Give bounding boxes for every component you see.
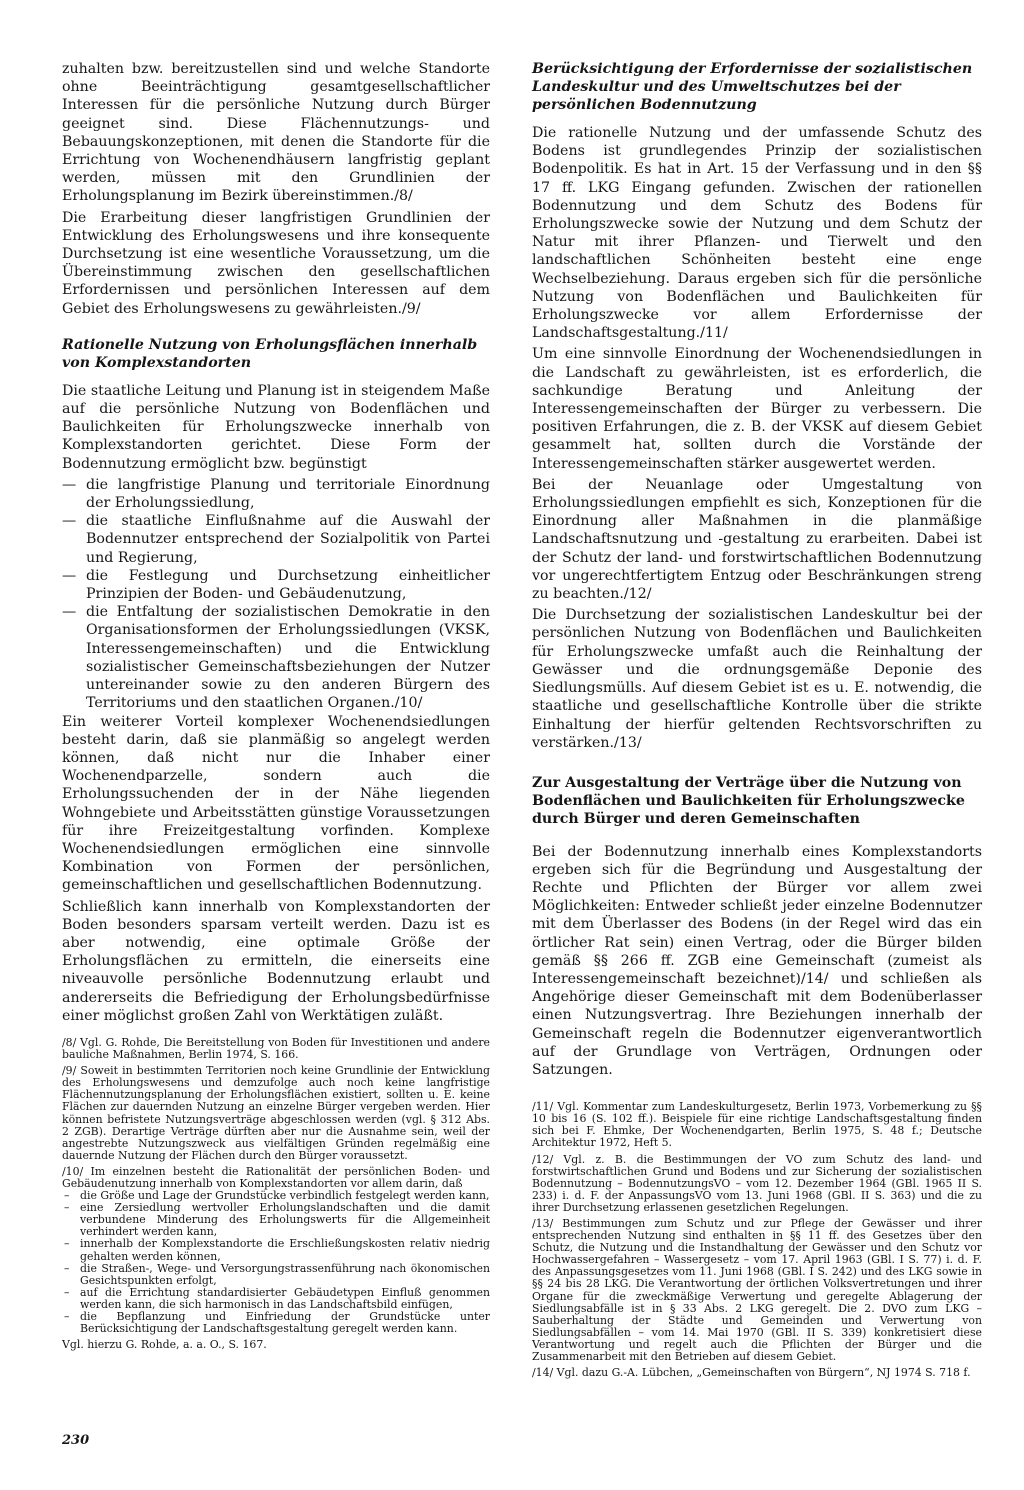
section-heading: Rationelle Nutzung von Erholungsflächen innerhalb von Komplexstandorten <box>62 336 478 371</box>
footnote-11: /11/ Vgl. Kommentar zum Landeskulturgesetz, Berlin 1973, Vorbemerkung zu §§ 10 bis 16 (S. 102 ff.). Beispiele für eine richtige Landschaftsgestaltung finden sich bei F. Ehmke, Der Wochenendgarten, Berlin 1975, S. 48 f.; Deutsche Architektur 1972, Heft 5. <box>532 1100 982 1150</box>
list-item: — die Entfaltung der sozialistischen Demokratie in den Organisationsformen der Erholungssiedlungen (VKSK, Interessengemeinschaften) und die Entwicklung sozialistischer Gemeinschaftsbeziehungen der Nutzer untereinander sowie zu den anderen Bürgern des Territoriums und den staatlichen Organen./10/ <box>62 603 490 712</box>
body-paragraph: Die Durchsetzung der sozialistischen Landeskultur bei der persönlichen Nutzung von Bodenflächen und Baulichkeiten für Erholungszwecke umfaßt auch die Reinhaltung der Gewässer und die ordnungsgemäße Deponie des Siedlungsmülls. Auf diesem Gebiet ist es u. E. notwendig, die staatliche und gesellschaftliche Kontrolle über die strikte Einhaltung der hierfür geltenden Rechtsvorschriften zu verstärken./13/ <box>532 607 982 751</box>
bullet-list <box>62 476 490 713</box>
body-paragraph: Bei der Bodennutzung innerhalb eines Komplexstandorts ergeben sich für die Begründung und Ausgestaltung der Rechte und Pflichten der Bürger vor allem zwei Möglichkeiten: Entweder schließt jeder einzelne Bodennutzer mit dem Überlasser des Bodens (in der Regel wird das ein örtlicher Rat sein) einen Vertrag, oder die Bürger bilden gemäß §§ 266 ff. ZGB eine Gemeinschaft (zumeist als Interessengemeinschaft bezeichnet)/14/ und schließen als Angehörige dieser Gemeinschaft mit dem Bodenüberlasser einen Nutzungsvertrag. Ihre Beziehungen innerhalb der Gemeinschaft regeln die Bodennutzer eigenverantwortlich auf der Grundlage von Verträgen, Ordnungen oder Satzungen. <box>532 843 982 1078</box>
footnote-9: /9/ Soweit in bestimmten Territorien noch keine Grundlinie der Entwicklung des Erholungswesens und demzufolge auch noch keine langfristige Flächennutzungsplanung der Erholungsflächen existiert, sollten u. E. keine Flächen zur dauernden Nutzung an einzelne Bürger vergeben werden. Hier können befristete Nutzungsverträge abgeschlossen werden (vgl. § 312 Abs. 2 ZGB). Derartige Verträge dürften aber nur die Ausnahme sein, weil der angestrebte Nutzungszweck aus vielfältigen Gründen regelmäßig eine dauernde Nutzung der Flächen durch den Bürger voraussetzt. <box>62 1064 490 1162</box>
footnotes-left <box>62 1037 490 1351</box>
left-column <box>62 60 490 1355</box>
list-item: — die Festlegung und Durchsetzung einheitlicher Prinzipien der Boden- und Gebäudenutzung, <box>62 567 490 603</box>
body-paragraph: Ein weiterer Vorteil komplexer Wochenendsiedlungen besteht darin, daß sie planmäßig so angelegt werden können, daß nicht nur die Inhaber einer Wochenendparzelle, sondern auch die Erholungssuchenden der in der Nähe liegenden Wohngebiete und Arbeitsstätten günstige Voraussetzungen für ihre Freizeitgestaltung vorfinden. Komplexe Wochenendsiedlungen ermöglichen eine sinnvolle Kombination von Formen der persönlichen, gemeinschaftlichen und gesellschaftlichen Bodennutzung. <box>62 713 490 894</box>
footnote-10-reference: Vgl. hierzu G. Rohde, a. a. O., S. 167. <box>62 1338 267 1352</box>
list-item: — die staatliche Einflußnahme auf die Auswahl der Bodennutzer entsprechend der Sozialpolitik von Partei und Regierung, <box>62 512 490 567</box>
list-item: – innerhalb der Komplexstandorte die Erschließungskosten relativ niedrig gehalten werden können, <box>62 1238 490 1262</box>
body-paragraph: Die rationelle Nutzung und der umfassende Schutz des Bodens ist grundlegendes Prinzip der sozialistischen Bodenpolitik. Es hat in Art. 15 der Verfassung und in den §§ 17 ff. LKG Eingang gefunden. Zwischen der rationellen Bodennutzung und dem Schutz des Bodens für Erholungszwecke sowie der Nutzung und dem Schutz der Natur mit ihrer Pflanzen- und Tierwelt und den landschaftlichen Schönheiten besteht eine enge Wechselbeziehung. Daraus ergeben sich für die persönliche Nutzung von Bodenflächen und Baulichkeiten für Erholungszwecke vor allem Erfordernisse der Landschaftsgestaltung./11/ <box>532 125 982 342</box>
right-column <box>532 60 982 1383</box>
footnote-13: /13/ Bestimmungen zum Schutz und zur Pflege der Gewässer und ihrer entsprechenden Nutzung sind enthalten in §§ 11 ff. des Gesetzes über den Schutz, die Nutzung und die Instandhaltung der Gewässer und den Schutz vor Hochwassergefahren – Wassergesetz – vom 17. April 1963 (GBl. I S. 77) i. d. F. des Anpassungsgesetzes vom 11. Juni 1968 (GBl. I S. 242) und des LKG sowie in §§ 24 bis 28 LKG. Die Verantwortung der örtlichen Volksvertretungen und ihrer Organe für die zweckmäßige Verwertung und geregelte Ablagerung der Siedlungsabfälle ist in § 33 Abs. 2 LKG geregelt. Die 2. DVO zum LKG – Sauberhaltung der Städte und Gemeinden und Verwertung von Siedlungsabfällen – vom 14. Mai 1970 (GBl. II S. 339) konkretisiert diese Verantwortung und regelt auch die Pflichten der Bürger und die Zusammenarbeit mit den Betrieben auf diesem Gebiet. <box>532 1217 982 1364</box>
body-paragraph: Bei der Neuanlage oder Umgestaltung von Erholungssiedlungen empfiehlt es sich, Konzeptionen für die Einordnung aller Maßnahmen in die planmäßige Landschaftsnutzung und -gestaltung zu erarbeiten. Dabei ist der Schutz der land- und forstwirtschaftlichen Bodennutzung vor ungerechtfertigtem Entzug oder Beschränkungen streng zu beachten./12/ <box>532 476 982 603</box>
section-heading: Berücksichtigung der Erfordernisse der sozialistischen Landeskultur und des Umweltschutzes bei der persönlichen Bodennutzung <box>532 61 973 113</box>
page-number: 230 <box>62 1433 90 1448</box>
body-paragraph: Die staatliche Leitung und Planung ist in steigendem Maße auf die persönliche Nutzung von Bodenflächen und Baulichkeiten für Erholungszwecke innerhalb von Komplexstandorten gerichtet. Diese Form der Bodennutzung ermöglicht bzw. begünstigt <box>62 382 490 472</box>
list-item: – auf die Errichtung standardisierter Gebäudetypen Einfluß genommen werden kann, die sich harmonisch in das Landschaftsbild einfügen, <box>62 1287 490 1311</box>
list-item: – die Größe und Lage der Grundstücke verbindlich festgelegt werden kann, <box>62 1190 490 1202</box>
section-heading: Zur Ausgestaltung der Verträge über die Nutzung von Bodenflächen und Baulichkeiten für Erholungszwecke durch Bürger und deren Gemeinschaften <box>532 774 965 828</box>
body-paragraph: Um eine sinnvolle Einordnung der Wochenendsiedlungen in die Landschaft zu gewährleisten, ist es erforderlich, die sachkundige Beratung und Anleitung der Interessengemeinschaften der Bürger zu verbessern. Die positiven Erfahrungen, die z. B. der VKSK auf diesem Gebiet gesammelt hat, sollten durch die Vorstände der Interessengemeinschaften stärker ausgewertet werden. <box>532 346 982 472</box>
footnote-14: /14/ Vgl. dazu G.-A. Lübchen, „Gemeinschaften von Bürgern“, NJ 1974 S. 718 f. <box>532 1366 971 1380</box>
footnote-12: /12/ Vgl. z. B. die Bestimmungen der VO zum Schutz des land- und forstwirtschaftlichen Grund und Bodens und zur Sicherung der sozialistischen Bodennutzung – BodennutzungsVO – vom 12. Dezember 1964 (GBl. 1965 II S. 233) i. d. F. der AnpassungsVO vom 13. Juni 1968 (GBl. II S. 363) und die zu ihrer Durchsetzung erlassenen gesetzlichen Regelungen. <box>532 1152 982 1214</box>
list-item: – die Straßen-, Wege- und Versorgungstrassenführung nach ökonomischen Gesichtspunkten erfolgt, <box>62 1263 490 1287</box>
list-item: – eine Zersiedlung wertvoller Erholungslandschaften und die damit verbundene Minderung des Erholungswerts für die Allgemeinheit verhindert werden kann, <box>62 1202 490 1238</box>
body-paragraph: Schließlich kann innerhalb von Komplexstandorten der Boden besonders sparsam verteilt werden. Dazu ist es aber notwendig, eine optimale Größe der Erholungsflächen zu ermitteln, die einerseits eine niveauvolle persönliche Bodennutzung erlaubt und andererseits die Befriedigung der Erholungsbedürfnisse einer möglichst großen Zahl von Werktätigen zuläßt. <box>62 898 490 1024</box>
body-paragraph: Die Erarbeitung dieser langfristigen Grundlinien der Entwicklung des Erholungswesens und ihre konsequente Durchsetzung ist eine wesentliche Voraussetzung, um die Übereinstimmung zwischen den gesellschaftlichen Erfordernissen und persönlichen Interessen auf dem Gebiet des Erholungswesens zu gewährleisten./9/ <box>62 209 490 317</box>
list-item: – die Bepflanzung und Einfriedung der Grundstücke unter Berücksichtigung der Landschaftsgestaltung geregelt werden kann. <box>62 1311 490 1335</box>
footnote-8: /8/ Vgl. G. Rohde, Die Bereitstellung von Boden für Investitionen und andere bauliche Maßnahmen, Berlin 1974, S. 166. <box>62 1035 490 1062</box>
footnote-10: /10/ Im einzelnen besteht die Rationalität der persönlichen Boden- und Gebäudenutzung innerhalb von Komplexstandorten vor allem darin, daß <box>62 1164 490 1190</box>
footnotes-right <box>532 1101 982 1379</box>
body-paragraph: zuhalten bzw. bereitzustellen sind und welche Standorte ohne Beeinträchtigung gesamtgesellschaftlicher Interessen für die persönliche Nutzung durch Bürger geeignet sind. Diese Flächennutzungs- und Bebauungskonzeptionen, mit denen die Standorte für die Errichtung von Wochenendhäusern langfristig geplant werden, müssen mit den Grundlinien der Erholungsplanung im Bezirk übereinstimmen./8/ <box>62 61 490 205</box>
list-item: — die langfristige Planung und territoriale Einordnung der Erholungssiedlung, <box>62 476 490 512</box>
footnote-10-list <box>62 1190 490 1335</box>
